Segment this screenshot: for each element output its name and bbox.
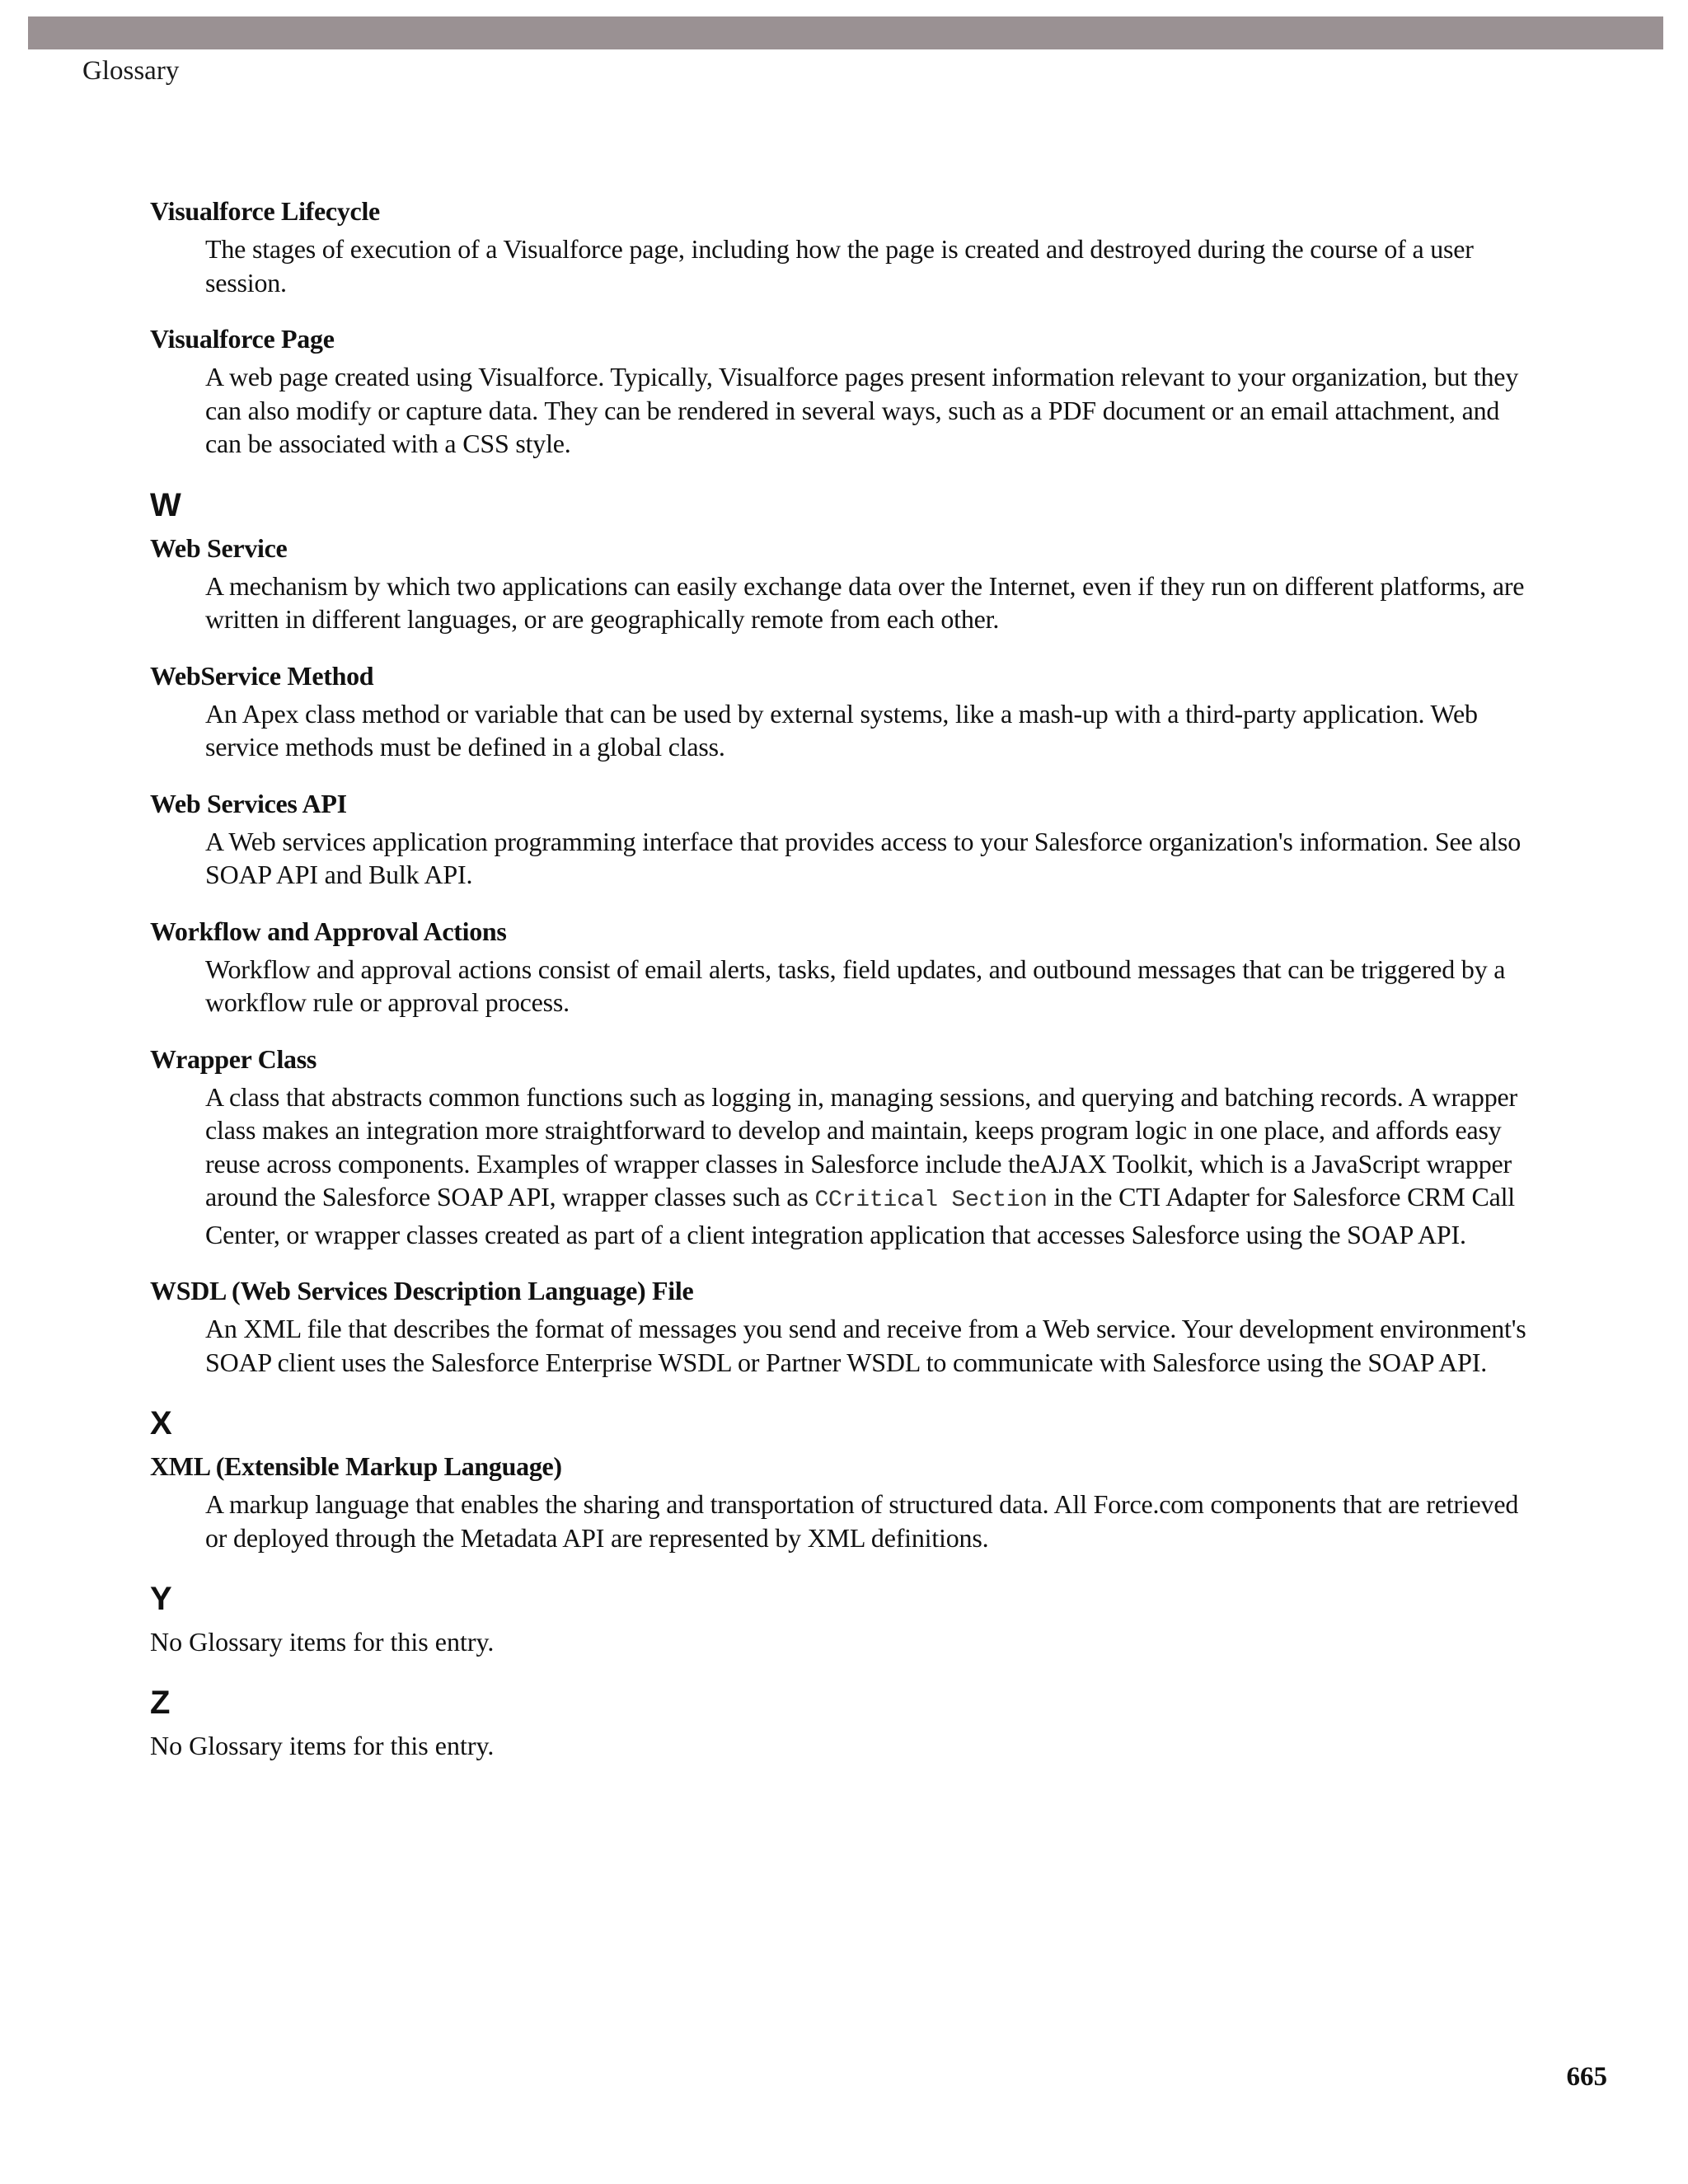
glossary-entry [150, 1450, 1535, 1554]
entry-term: WebService Method [150, 660, 374, 691]
entry-term: Visualforce Page [150, 324, 335, 354]
entry-term: Visualforce Lifecycle [150, 196, 380, 226]
glossary-entry [150, 532, 1535, 636]
glossary-content [150, 194, 1535, 1785]
definition-text: A class that abstracts common functions such as logging in, managing sessions, and querying and batching records. A wrapper class makes an integration more straightforward to develop and maintain, keeps program logic in one place, and affords easy reuse across components. Examples of wrapper classes in Salesforce include theAJAX Toolkit, which is a JavaScript wrapper around the Salesforce SOAP API, wrapper classes such as [205, 1081, 1517, 1212]
section-letter-x: X [150, 1405, 172, 1441]
entry-term: Workflow and Approval Actions [150, 916, 507, 946]
glossary-entry [150, 194, 1535, 299]
entry-term: Web Services API [150, 788, 347, 818]
glossary-entry [150, 915, 1535, 1019]
entry-term: Wrapper Class [150, 1043, 317, 1074]
entry-definition: A mechanism by which two applications can easily exchange data over the Internet, even if they run on different platforms, are written in different languages, or are geographically remote from each other. [205, 570, 1525, 634]
section-letter-y: Y [150, 1581, 172, 1617]
glossary-entry [150, 1043, 1535, 1252]
entry-term: Web Service [150, 532, 288, 563]
entry-definition: Workflow and approval actions consist of email alerts, tasks, field updates, and outbound messages that can be triggered by a workflow rule or approval process. [205, 954, 1506, 1017]
glossary-entry [150, 1274, 1535, 1379]
definition-text: in the CTI Adapter for Salesforce CRM Call Center, or wrapper classes created as part of a client integration application that accesses Salesforce using the SOAP API. [205, 1182, 1515, 1249]
glossary-entry [150, 659, 1535, 764]
entry-definition: A Web services application programming interface that provides access to your Salesforce organization's information. See also SOAP API and Bulk API. [205, 826, 1522, 889]
entry-definition: A markup language that enables the sharing and transportation of structured data. All Force.com components that are retrieved or deployed through the Metadata API are represented by XML definitions. [205, 1489, 1519, 1553]
glossary-entry [150, 787, 1535, 892]
no-items-text: No Glossary items for this entry. [150, 1627, 495, 1657]
page-number: 665 [1566, 2062, 1607, 2092]
glossary-entry [150, 322, 1535, 461]
no-items-text: No Glossary items for this entry. [150, 1731, 495, 1760]
entry-definition: An XML file that describes the format of messages you send and receive from a Web service. Your development environment's SOAP client uses the Salesforce Enterprise WSDL or Partner WSDL to communicate with Salesforce using the SOAP API. [205, 1314, 1526, 1377]
entry-definition: The stages of execution of a Visualforce page, including how the page is created and destroyed during the course of a user session. [205, 234, 1474, 298]
section-letter-z: Z [150, 1685, 171, 1721]
entry-definition [205, 1080, 1535, 1252]
header-bar [28, 16, 1663, 49]
entry-term: XML (Extensible Markup Language) [150, 1451, 562, 1481]
entry-term: WSDL (Web Services Description Language) File [150, 1276, 694, 1305]
entry-definition: A web page created using Visualforce. Typically, Visualforce pages present information relevant to your organization, but they can also modify or capture data. They can be rendered in several ways, such as a PDF document or an email attachment, and can be associated with a CSS style. [205, 362, 1519, 458]
entry-definition: An Apex class method or variable that can be used by external systems, like a mash-up with a third-party application. Web service methods must be defined in a global class. [205, 698, 1478, 762]
inline-code: CCritical Section [814, 1188, 1048, 1213]
running-header: Glossary [82, 56, 180, 86]
section-letter-w: W [150, 486, 181, 523]
